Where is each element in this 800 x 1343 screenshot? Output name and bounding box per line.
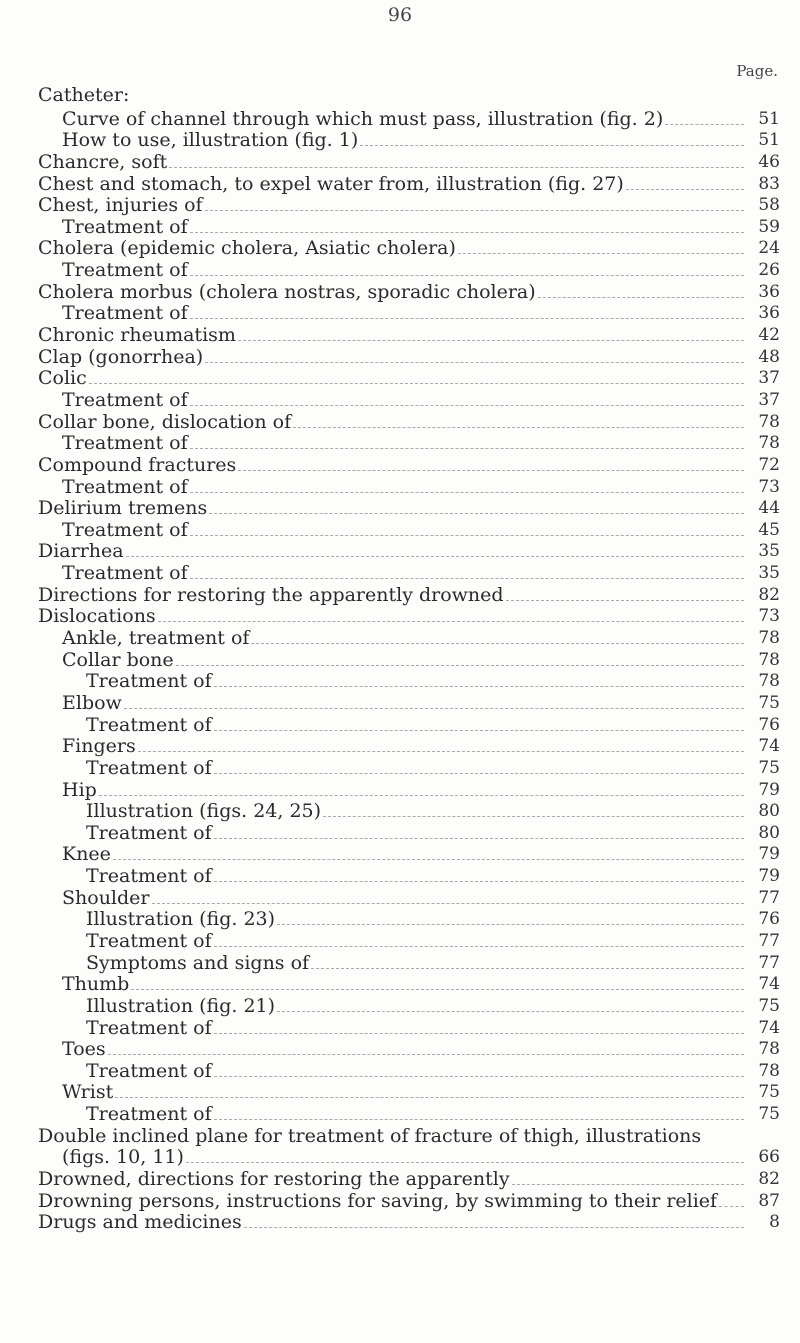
dot-leader xyxy=(214,881,744,882)
index-entry-page: 80 xyxy=(758,822,780,843)
index-entry-page: 75 xyxy=(758,692,780,713)
index-entry xyxy=(38,930,780,952)
index-entry-text: Drugs and medicines xyxy=(38,1211,242,1234)
dot-leader xyxy=(626,189,744,190)
index-entry-page: 75 xyxy=(758,995,780,1016)
index-entry xyxy=(38,541,780,563)
dot-leader xyxy=(214,686,744,687)
index-entry xyxy=(38,476,780,498)
index-entry-page: 76 xyxy=(758,714,780,735)
index-entry xyxy=(38,562,780,584)
dot-leader xyxy=(113,859,744,860)
index-entry-page: 78 xyxy=(758,649,780,670)
index-entry-text: Treatment of xyxy=(86,1016,212,1039)
index-entry xyxy=(38,714,780,736)
index-entry-page: 45 xyxy=(758,519,780,540)
index-entry xyxy=(38,389,780,411)
index-entry xyxy=(38,736,780,758)
index-entry-text: How to use, illustration (fig. 1) xyxy=(62,129,359,152)
index-entry-page: 78 xyxy=(758,433,780,454)
index-entry-page: 8 xyxy=(769,1212,780,1233)
index-entry-text: Diarrhea xyxy=(38,540,124,563)
index-entry-text: Delirium tremens xyxy=(38,497,208,520)
dot-leader xyxy=(205,362,744,363)
index-entry-text: Dislocations xyxy=(38,605,156,628)
dot-leader xyxy=(719,1206,744,1207)
index-entry xyxy=(38,1147,780,1169)
index-entry-page: 74 xyxy=(758,736,780,757)
index-entry-page: 77 xyxy=(758,887,780,908)
index-entry xyxy=(38,519,780,541)
index-entry-page: 42 xyxy=(758,325,780,346)
index-entry-text: Treatment of xyxy=(62,259,188,282)
index-entry xyxy=(38,281,780,303)
index-entry xyxy=(38,865,780,887)
dot-leader xyxy=(506,600,744,601)
dot-leader xyxy=(190,275,744,276)
index-entry-page: 48 xyxy=(758,346,780,367)
index-entry-text: Cholera morbus (cholera nostras, sporadic cholera) xyxy=(38,280,536,303)
index-entry xyxy=(38,1103,780,1125)
index-entry xyxy=(38,1125,780,1147)
index-entry-page: 82 xyxy=(758,584,780,605)
index-entry-text: Treatment of xyxy=(86,1059,212,1082)
index-entry-text: Treatment of xyxy=(62,432,188,455)
index-entry-page: 58 xyxy=(758,195,780,216)
index-entry-text: Ankle, treatment of xyxy=(62,627,250,650)
dot-leader xyxy=(176,665,744,666)
index-entry-text: Compound fractures xyxy=(38,453,237,476)
index-entry-text: Clap (gonorrhea) xyxy=(38,345,204,368)
index-entry-page: 77 xyxy=(758,952,780,973)
index-entry xyxy=(38,757,780,779)
index-entry xyxy=(38,303,780,325)
index-entry-page: 44 xyxy=(758,498,780,519)
index-entry xyxy=(38,1039,780,1061)
dot-leader xyxy=(124,708,744,709)
index-entry-page: 77 xyxy=(758,930,780,951)
index-entry-page: 78 xyxy=(758,1060,780,1081)
index-entry-text: Treatment of xyxy=(86,670,212,693)
dot-leader xyxy=(293,427,744,428)
index-entry xyxy=(38,952,780,974)
dot-leader xyxy=(512,1184,744,1185)
index-entry xyxy=(38,995,780,1017)
dot-leader xyxy=(238,470,744,471)
dot-leader xyxy=(323,816,744,817)
index-entry-text: Treatment of xyxy=(86,756,212,779)
index-entry-page: 78 xyxy=(758,671,780,692)
index-entry-page: 26 xyxy=(758,260,780,281)
index-entry-text: Treatment of xyxy=(62,518,188,541)
index-entry xyxy=(38,1082,780,1104)
index-entry xyxy=(38,974,780,996)
index-entry-page: 36 xyxy=(758,281,780,302)
dot-leader xyxy=(214,773,744,774)
index-entry-text: Treatment of xyxy=(86,713,212,736)
page-number: 96 xyxy=(387,4,413,26)
dot-leader xyxy=(190,492,744,493)
index-entry xyxy=(38,1190,780,1212)
dot-leader xyxy=(214,1119,744,1120)
index-entry xyxy=(38,259,780,281)
index-entry-text: Wrist xyxy=(62,1081,114,1104)
index-entry-page: 83 xyxy=(758,173,780,194)
index-entry-text: Drowning persons, instructions for saving, by swimming to their relief xyxy=(38,1189,718,1212)
index-entry xyxy=(38,433,780,455)
index-entry-text: Treatment of xyxy=(62,302,188,325)
dot-leader xyxy=(244,1227,744,1228)
index-entry-page: 66 xyxy=(758,1147,780,1168)
index-entry-page: 35 xyxy=(758,541,780,562)
index-entry-text: Toes xyxy=(62,1038,106,1061)
index-entry-page: 72 xyxy=(758,454,780,475)
index-entry-page: 74 xyxy=(758,1017,780,1038)
dot-leader xyxy=(190,405,744,406)
index-entry xyxy=(38,606,780,628)
index-entry-text: Treatment of xyxy=(62,475,188,498)
dot-leader xyxy=(108,1054,744,1055)
index-entry-text: Double inclined plane for treatment of fracture of thigh, illustrations xyxy=(38,1124,702,1147)
index-entry-page: 37 xyxy=(758,389,780,410)
index-entry-text: Fingers xyxy=(62,735,136,758)
index-entry xyxy=(38,346,780,368)
index-entry-page: 79 xyxy=(758,866,780,887)
dot-leader xyxy=(99,795,744,796)
dot-leader xyxy=(214,1033,744,1034)
index-entry xyxy=(38,324,780,346)
index-entry-page: 82 xyxy=(758,1169,780,1190)
dot-leader xyxy=(158,621,744,622)
index-entry-page: 75 xyxy=(758,1082,780,1103)
dot-leader xyxy=(214,1076,744,1077)
index-entry-text: Cholera (epidemic cholera, Asiatic cholera) xyxy=(38,237,456,260)
index-entry xyxy=(38,1212,780,1234)
dot-leader xyxy=(458,253,744,254)
dot-leader xyxy=(131,989,744,990)
index-entry-text: Chest, injuries of xyxy=(38,194,203,217)
index-entry-text: Treatment of xyxy=(62,388,188,411)
index-entry xyxy=(38,584,780,606)
dot-leader xyxy=(186,1162,744,1163)
index-entry-page: 24 xyxy=(758,238,780,259)
index-entry xyxy=(38,627,780,649)
index-entry xyxy=(38,173,780,195)
dot-leader xyxy=(152,903,745,904)
index-entry-page: 37 xyxy=(758,368,780,389)
index-entry-text: Chest and stomach, to expel water from, illustration (fig. 27) xyxy=(38,172,624,195)
index-entry xyxy=(38,130,780,152)
dot-leader xyxy=(126,556,744,557)
index-entry xyxy=(38,1060,780,1082)
dot-leader xyxy=(238,340,744,341)
dot-leader xyxy=(190,448,744,449)
dot-leader xyxy=(209,513,744,514)
dot-leader xyxy=(360,145,744,146)
index-entry-page: 76 xyxy=(758,909,780,930)
index-entry xyxy=(38,801,780,823)
index-entry xyxy=(38,822,780,844)
dot-leader xyxy=(277,1011,744,1012)
page-column-label: Page. xyxy=(736,62,778,80)
index-entry-text: Symptoms and signs of xyxy=(86,951,310,974)
dot-leader xyxy=(214,730,744,731)
index-entry-text: Shoulder xyxy=(62,886,150,909)
index-entry xyxy=(38,216,780,238)
dot-leader xyxy=(190,232,744,233)
index-heading: Catheter: xyxy=(38,84,130,106)
index-entry-text: Elbow xyxy=(62,691,122,714)
index-entry-text: Illustration (fig. 23) xyxy=(86,908,276,931)
index-entry-text: Treatment of xyxy=(86,865,212,888)
index-entry-page: 75 xyxy=(758,1104,780,1125)
index-entry-page: 78 xyxy=(758,411,780,432)
index-entry-text: Treatment of xyxy=(62,562,188,585)
index-entry-text: Knee xyxy=(62,843,111,866)
index-entry xyxy=(38,454,780,476)
index-entry xyxy=(38,195,780,217)
index-entry-text: Treatment of xyxy=(86,821,212,844)
index-entry xyxy=(38,909,780,931)
index-entry xyxy=(38,108,780,130)
index-entry-text: Collar bone, dislocation of xyxy=(38,410,292,433)
dot-leader xyxy=(169,167,744,168)
index-entry-text: Chronic rheumatism xyxy=(38,324,236,347)
index-entry xyxy=(38,1168,780,1190)
index-entry-text: Illustration (figs. 24, 25) xyxy=(86,800,322,823)
index-entry-page: 59 xyxy=(758,216,780,237)
index-entry xyxy=(38,1017,780,1039)
index-entry-page: 73 xyxy=(758,476,780,497)
dot-leader xyxy=(115,1097,744,1098)
index-entry xyxy=(38,411,780,433)
index-entry-page: 51 xyxy=(758,108,780,129)
index-entry-text: Treatment of xyxy=(86,929,212,952)
index-entry-text: Curve of channel through which must pass, illustration (fig. 2) xyxy=(62,107,664,130)
index-entry xyxy=(38,649,780,671)
dot-leader xyxy=(538,297,744,298)
index-entry-page: 79 xyxy=(758,844,780,865)
index-entry xyxy=(38,887,780,909)
index-entry-text: Treatment of xyxy=(86,1103,212,1126)
index-entry xyxy=(38,151,780,173)
index-entry-page: 79 xyxy=(758,779,780,800)
index-entry-text: Directions for restoring the apparently drowned xyxy=(38,583,504,606)
index-entry-page: 75 xyxy=(758,757,780,778)
dot-leader xyxy=(205,210,744,211)
index-entry-text: (figs. 10, 11) xyxy=(62,1146,184,1169)
index-entry xyxy=(38,498,780,520)
index-entry-page: 36 xyxy=(758,303,780,324)
index-entry-text: Illustration (fig. 21) xyxy=(86,994,276,1017)
dot-leader xyxy=(311,968,744,969)
index-entry-page: 87 xyxy=(758,1190,780,1211)
index-entry-text: Drowned, directions for restoring the apparently xyxy=(38,1168,510,1191)
dot-leader xyxy=(277,924,744,925)
dot-leader xyxy=(190,318,744,319)
dot-leader xyxy=(89,383,744,384)
index-entry-page: 73 xyxy=(758,606,780,627)
index-entry xyxy=(38,844,780,866)
index-entry-text: Hip xyxy=(62,778,97,801)
index-entry xyxy=(38,671,780,693)
index-entry-page: 74 xyxy=(758,974,780,995)
dot-leader xyxy=(190,535,744,536)
index-entry-text: Chancre, soft xyxy=(38,150,168,173)
index-entry-text: Colic xyxy=(38,367,87,390)
dot-leader xyxy=(190,578,744,579)
index-entry-text: Collar bone xyxy=(62,648,174,671)
index-entry-page: 78 xyxy=(758,1039,780,1060)
index-entry xyxy=(38,238,780,260)
dot-leader xyxy=(665,124,744,125)
index-entry xyxy=(38,692,780,714)
index-entry-page: 80 xyxy=(758,801,780,822)
index-entry-text: Thumb xyxy=(62,973,130,996)
dot-leader xyxy=(138,751,744,752)
index-entry-text: Treatment of xyxy=(62,215,188,238)
index-entry xyxy=(38,368,780,390)
dot-leader xyxy=(214,946,744,947)
dot-leader xyxy=(251,643,744,644)
index-entry-page: 46 xyxy=(758,151,780,172)
index-entry xyxy=(38,779,780,801)
index-entry-page: 51 xyxy=(758,130,780,151)
index-entry-page: 35 xyxy=(758,563,780,584)
dot-leader xyxy=(214,838,744,839)
index-entry-page: 78 xyxy=(758,628,780,649)
index-entries xyxy=(38,108,780,1233)
